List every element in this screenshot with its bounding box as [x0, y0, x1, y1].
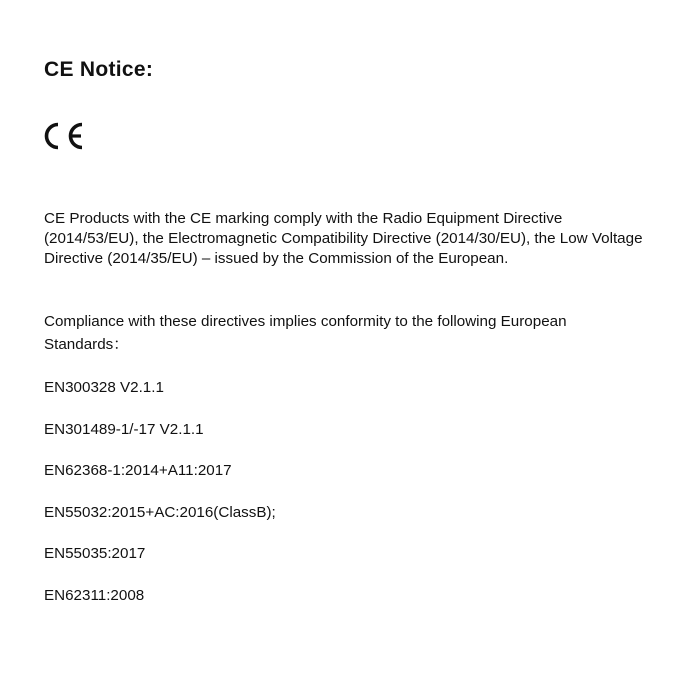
standard-item: EN301489-1/-17 V2.1.1 [44, 420, 204, 438]
standard-item: EN55035:2017 [44, 545, 146, 563]
standards-list [44, 378, 276, 628]
page-title: CE Notice: [44, 58, 154, 81]
standards-intro: Compliance with these directives implies conformity to the following European Standards： [44, 313, 567, 353]
standard-item: EN62311:2008 [44, 586, 145, 604]
standard-item: EN300328 V2.1.1 [44, 379, 164, 396]
compliance-statement: CE Products with the CE marking comply with the Radio Equipment Directive (2014/53/EU), the Electromagnetic Compatibility Directive (2014/30/EU), the Low Voltage Directive (2014/35/EU) – issued by the Commission of the European. [44, 210, 643, 267]
standard-item: EN55032:2015+AC:2016(ClassB); [44, 503, 276, 521]
standard-item: EN62368-1:2014+A11:2017 [44, 462, 232, 480]
ce-mark-icon [44, 121, 86, 151]
